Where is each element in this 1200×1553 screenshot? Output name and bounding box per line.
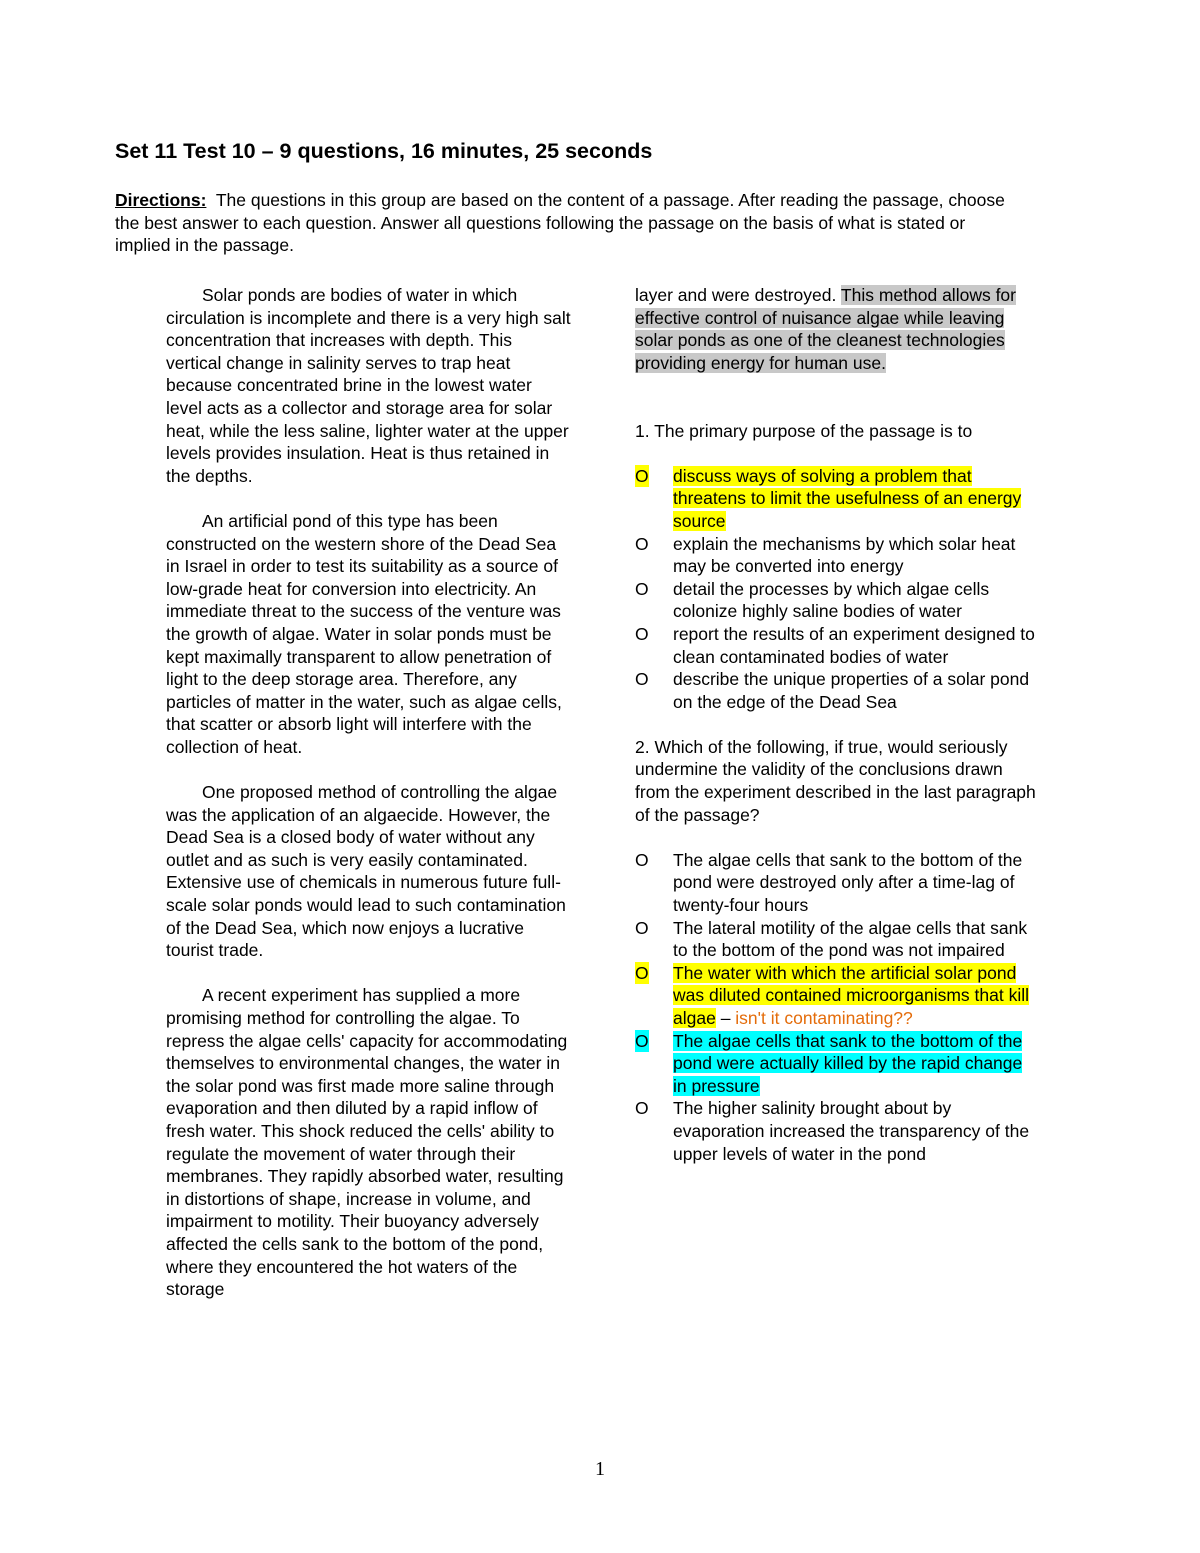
passage-continued-text: layer and were destroyed. [635, 285, 837, 305]
passage-paragraph-3: One proposed method of controlling the algae was the application of an algaecide. However, the Dead Sea is a closed body of water without any outlet and as such is very easily contaminated. Extensive use of chemicals in numerous future full-scale solar ponds would lead to such contamination of the Dead Sea, which now enjoys a lucrative tourist trade. [166, 782, 566, 961]
q1-option-1[interactable] [635, 465, 1040, 533]
option-text: The lateral motility of the algae cells that sank to the bottom of the pond was not impaired [673, 917, 1028, 961]
directions-text: The questions in this group are based on the content of a passage. After reading the passage, choose the best answer to each question. Answer all questions following the passage on the basis of what is stated or implied in the passage. [115, 190, 1005, 256]
option-text: discuss ways of solving a problem that threatens to limit the usefulness of an energy source [673, 465, 1022, 531]
option-bullet: O [635, 533, 649, 554]
question-2-options [635, 849, 1040, 1165]
passage-paragraph-4: A recent experiment has supplied a more promising method for controlling the algae. To repress the algae cells' capacity for accommodating themselves to environmental changes, the water in the solar pond was first made more saline through evaporation and then diluted by a rapid inflow of fresh water. This shock reduced the cells' ability to regulate the movement of water through their membranes. They rapidly absorbed water, resulting in distortions of shape, increase in volume, and impairment to motility. Their buoyancy adversely affected the cells sank to the bottom of the pond, where they encountered the hot waters of the storage [166, 985, 568, 1300]
note-dash: – [715, 1008, 736, 1028]
question-1-options [635, 465, 1040, 714]
option-text: The water with which the artificial solar pond was diluted contained microorganisms that kill algae [673, 962, 1029, 1028]
option-text: detail the processes by which algae cells colonize highly saline bodies of water [673, 578, 990, 622]
option-bullet: O [635, 849, 649, 870]
directions-label: Directions: [115, 190, 207, 210]
option-text: The algae cells that sank to the bottom of the pond were destroyed only after a time-lag of twenty-four hours [673, 849, 1023, 916]
question-1-stem: 1. The primary purpose of the passage is to [635, 420, 973, 441]
questions-column [635, 284, 1040, 1165]
passage-column [166, 284, 571, 1323]
page-number: 1 [595, 1458, 605, 1480]
option-bullet: O [635, 623, 649, 644]
q1-option-2[interactable] [635, 533, 1040, 578]
option-text: The higher salinity brought about by evaporation increased the transparency of the upper levels of water in the pond [673, 1098, 1030, 1164]
option-bullet: O [635, 917, 649, 938]
q1-option-3[interactable] [635, 578, 1040, 623]
q2-option-4[interactable] [635, 1030, 1040, 1098]
highlighted-sentence: This method allows for effective control of nuisance algae while leaving solar ponds as one of the cleanest technologies providing energy for human use. [635, 285, 1016, 373]
option-text: The algae cells that sank to the bottom of the pond were actually killed by the rapid change in pressure [673, 1030, 1023, 1096]
passage-paragraph-4-continued [635, 284, 1040, 374]
option-bullet: O [635, 465, 649, 486]
q1-option-4[interactable] [635, 623, 1040, 668]
margin-note: isn't it contaminating?? [735, 1008, 913, 1028]
option-bullet: O [635, 669, 649, 690]
option-text: describe the unique properties of a solar pond on the edge of the Dead Sea [673, 669, 1030, 712]
directions [115, 189, 1015, 257]
passage-paragraph-2: An artificial pond of this type has been constructed on the western shore of the Dead Sea in Israel in order to test its suitability as a source of low-grade heat for conversion into electricity. An immediate threat to the success of the venture was the growth of algae. Water in solar ponds must be kept maximally transparent to allow penetration of light to the deep storage area. Therefore, any particles of matter in the water, such as algae cells, that scatter or absorb light will interfere with the collection of heat. [166, 510, 562, 757]
q2-option-1[interactable] [635, 849, 1040, 917]
option-bullet: O [635, 962, 649, 983]
question-2-stem: 2. Which of the following, if true, would seriously undermine the validity of the conclusions drawn from the experiment described in the last paragraph of the passage? [635, 736, 1036, 825]
q1-option-5[interactable] [635, 668, 1040, 713]
option-bullet: O [635, 1098, 649, 1119]
q2-option-3[interactable] [635, 962, 1040, 1030]
page-title: Set 11 Test 10 – 9 questions, 16 minutes, 25 seconds [115, 139, 653, 163]
option-bullet: O [635, 1030, 649, 1051]
option-text: explain the mechanisms by which solar heat may be converted into energy [673, 533, 1016, 577]
passage-paragraph-1: Solar ponds are bodies of water in which circulation is incomplete and there is a very high salt concentration that increases with depth. This vertical change in salinity serves to trap heat because concentrated brine in the lowest water level acts as a collector and storage area for solar heat, while the less saline, lighter water at the upper levels provides insulation. Heat is thus retained in the depths. [166, 285, 571, 486]
q2-option-2[interactable] [635, 917, 1040, 962]
option-bullet: O [635, 578, 649, 599]
option-text: report the results of an experiment designed to clean contaminated bodies of water [673, 623, 1035, 667]
q2-option-5[interactable] [635, 1097, 1040, 1165]
